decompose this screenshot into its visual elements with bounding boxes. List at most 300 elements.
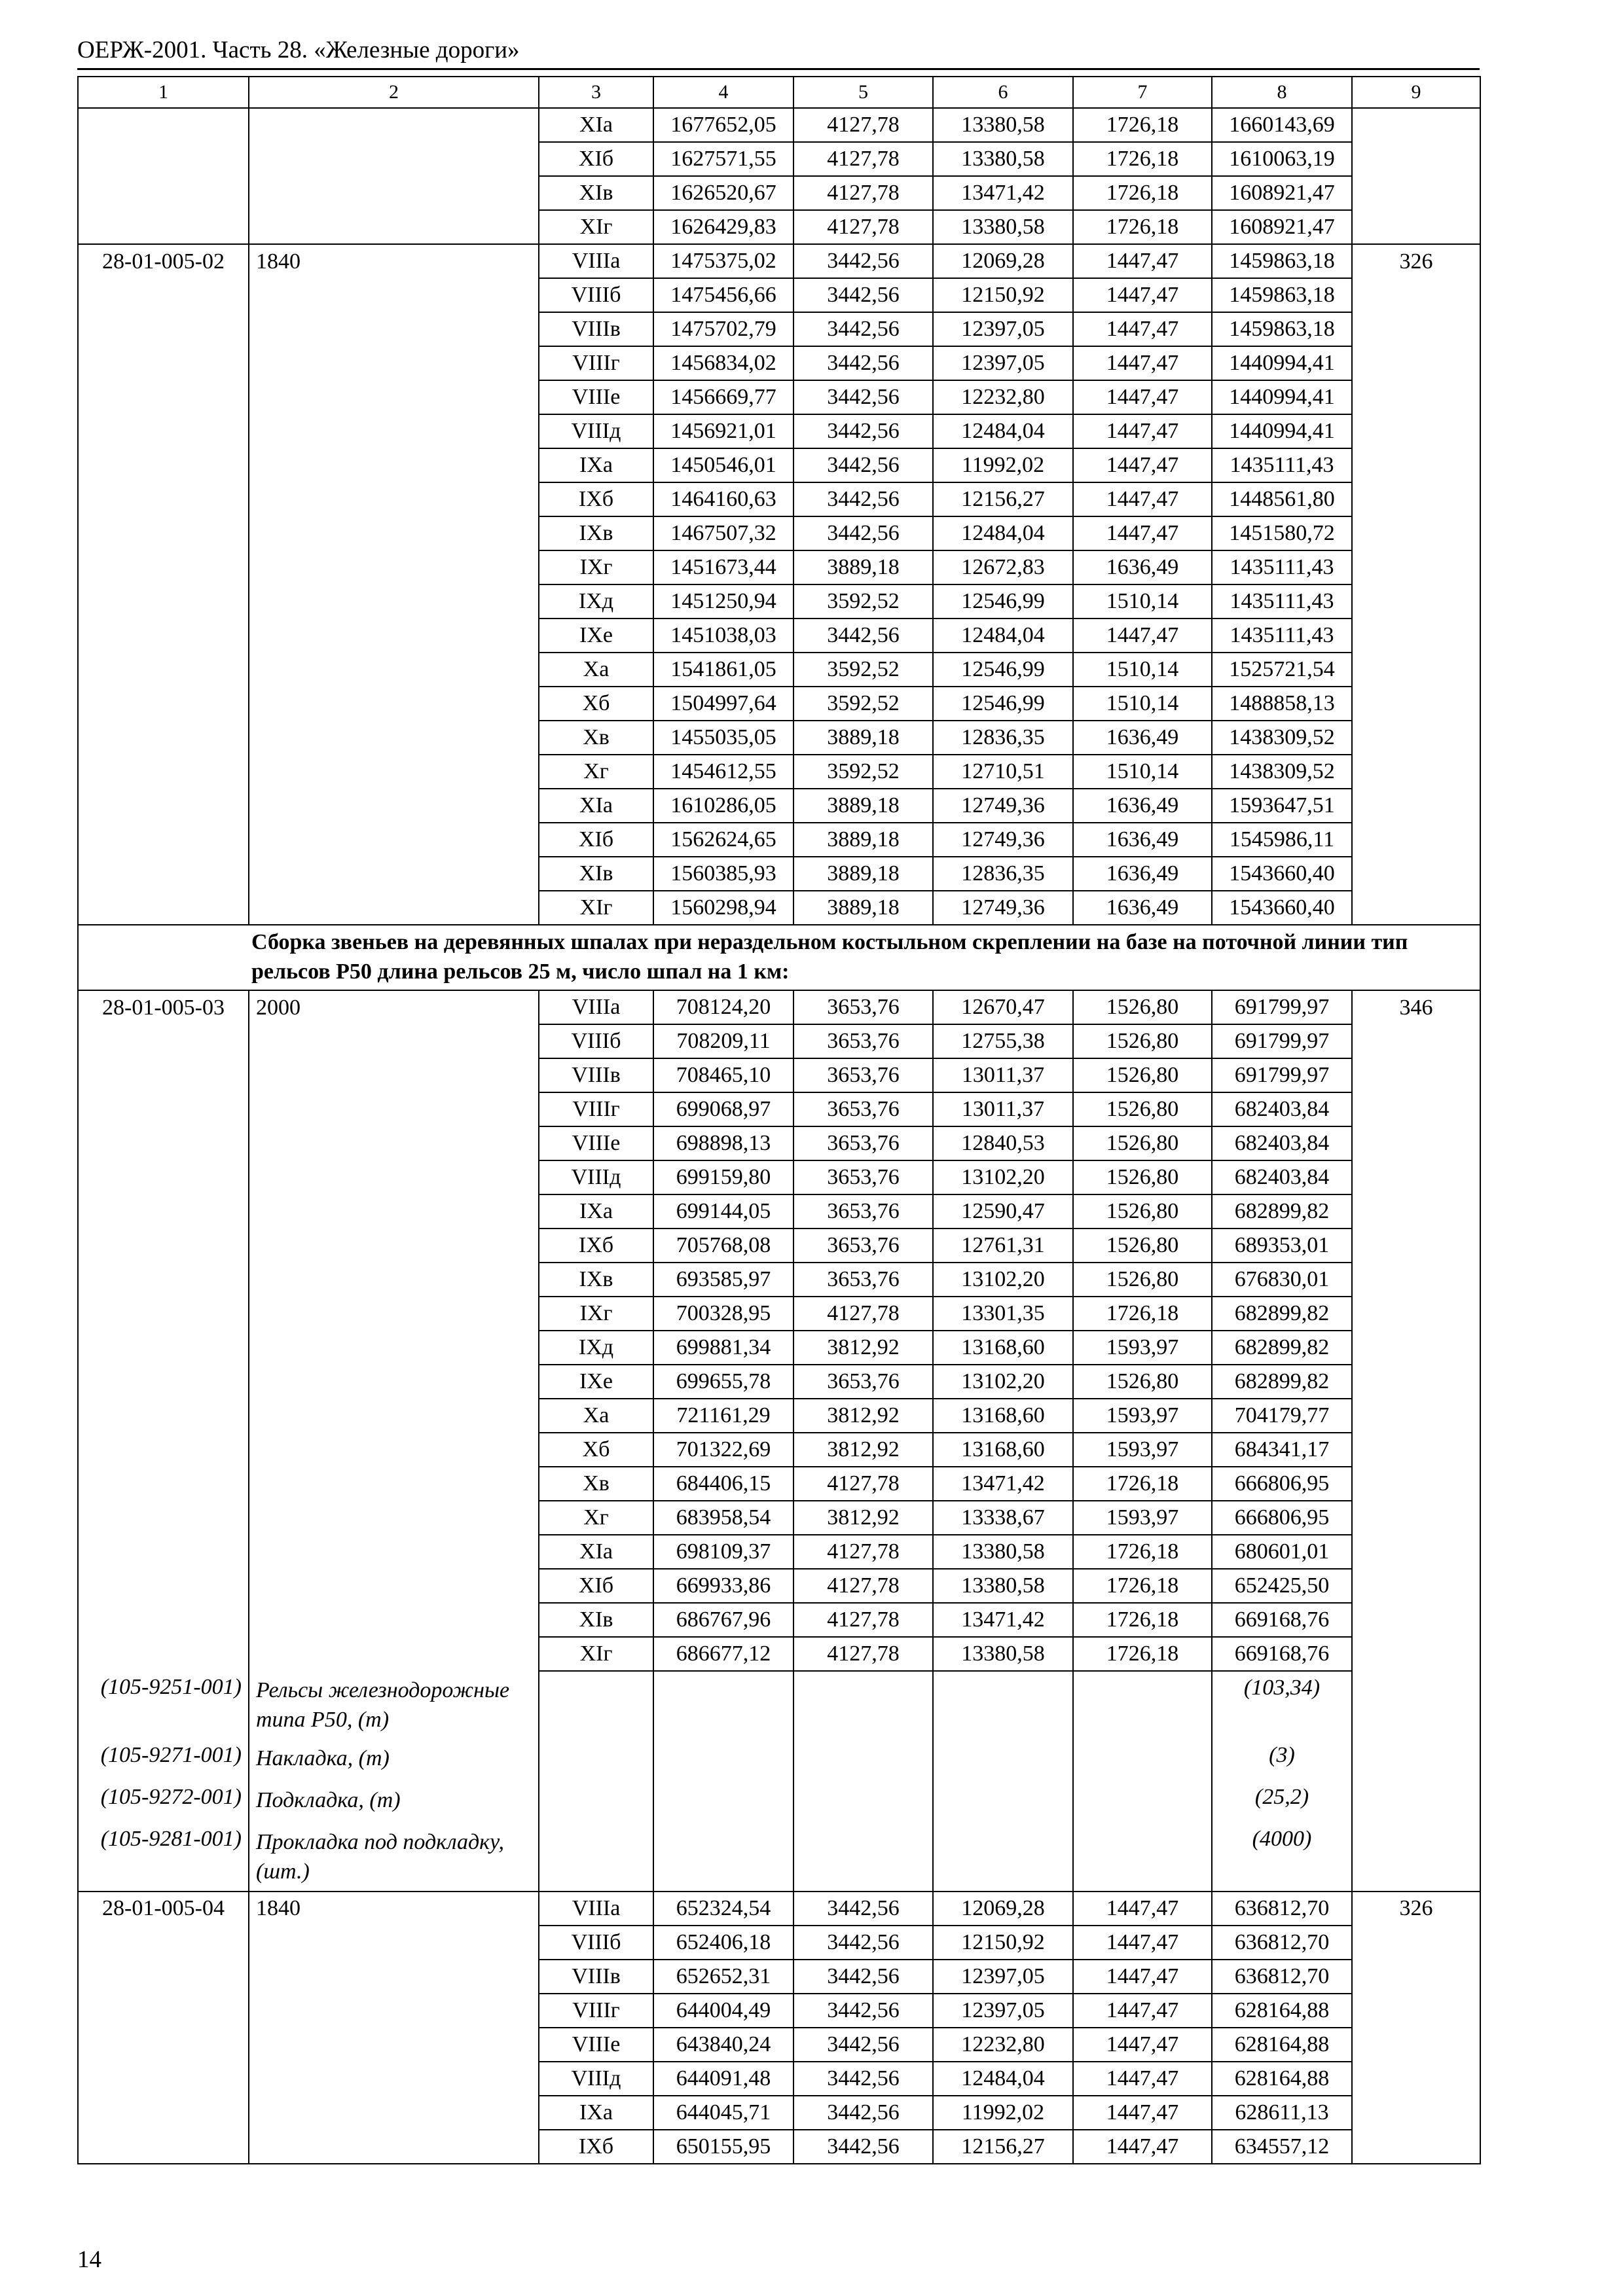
empty-cell xyxy=(78,653,249,687)
wages: 3812,92 xyxy=(793,1501,933,1535)
direct-costs: 644004,49 xyxy=(653,1994,793,2028)
rate-name: 2000 xyxy=(249,990,539,1024)
machines: 12069,28 xyxy=(933,1892,1073,1926)
materials: 628164,88 xyxy=(1212,1994,1352,2028)
materials: 684341,17 xyxy=(1212,1433,1352,1467)
machines: 12546,99 xyxy=(933,687,1073,721)
table-row xyxy=(78,1467,1480,1501)
table-row xyxy=(78,755,1480,789)
empty-cell xyxy=(249,1960,539,1994)
materials: 636812,70 xyxy=(1212,1926,1352,1960)
code-zone: VIIIе xyxy=(539,2028,653,2062)
code-zone: VIIIб xyxy=(539,1926,653,1960)
empty-cell xyxy=(1352,346,1480,380)
table-row xyxy=(78,823,1480,857)
empty-cell xyxy=(78,687,249,721)
table-row xyxy=(78,1058,1480,1092)
table-row xyxy=(78,380,1480,414)
empty-cell xyxy=(78,346,249,380)
empty-cell xyxy=(249,346,539,380)
empty-cell xyxy=(1352,1671,1480,1739)
materials: 669168,76 xyxy=(1212,1637,1352,1671)
empty-cell xyxy=(78,482,249,516)
empty-cell xyxy=(653,1823,793,1892)
empty-cell xyxy=(1073,1781,1212,1823)
table-row xyxy=(78,1024,1480,1058)
machinist-wages: 1636,49 xyxy=(1073,891,1212,925)
empty-cell xyxy=(1352,210,1480,244)
materials: 682899,82 xyxy=(1212,1297,1352,1331)
materials: 1608921,47 xyxy=(1212,210,1352,244)
machines: 13471,42 xyxy=(933,176,1073,210)
empty-cell xyxy=(1352,1781,1480,1823)
empty-cell xyxy=(1352,2062,1480,2096)
resource-code: (105-9271-001) xyxy=(78,1739,249,1781)
direct-costs: 686677,12 xyxy=(653,1637,793,1671)
empty-cell xyxy=(249,857,539,891)
table-row xyxy=(78,1535,1480,1569)
direct-costs: 1467507,32 xyxy=(653,516,793,550)
code-zone: XIв xyxy=(539,176,653,210)
machines: 12397,05 xyxy=(933,346,1073,380)
machinist-wages: 1726,18 xyxy=(1073,108,1212,142)
empty-cell xyxy=(1352,142,1480,176)
machinist-wages: 1726,18 xyxy=(1073,1535,1212,1569)
empty-cell xyxy=(249,312,539,346)
direct-costs: 1475702,79 xyxy=(653,312,793,346)
empty-cell xyxy=(249,687,539,721)
table-row xyxy=(78,448,1480,482)
wages: 3442,56 xyxy=(793,482,933,516)
table-row xyxy=(78,857,1480,891)
machinist-wages: 1593,97 xyxy=(1073,1331,1212,1365)
empty-cell xyxy=(78,2062,249,2096)
machinist-wages: 1447,47 xyxy=(1073,244,1212,278)
machinist-wages: 1726,18 xyxy=(1073,210,1212,244)
materials: 1451580,72 xyxy=(1212,516,1352,550)
empty-cell xyxy=(1352,789,1480,823)
machinist-wages: 1726,18 xyxy=(1073,1297,1212,1331)
empty-cell xyxy=(1352,1399,1480,1433)
code-zone: XIв xyxy=(539,857,653,891)
empty-cell xyxy=(78,1603,249,1637)
machinist-wages: 1726,18 xyxy=(1073,1467,1212,1501)
empty-cell xyxy=(249,278,539,312)
code-zone: VIIIв xyxy=(539,312,653,346)
wages: 4127,78 xyxy=(793,1569,933,1603)
empty-cell xyxy=(249,1160,539,1194)
empty-cell xyxy=(1352,1126,1480,1160)
table-row xyxy=(78,1297,1480,1331)
rate-name: 1840 xyxy=(249,1892,539,1926)
empty-cell xyxy=(249,1467,539,1501)
code-zone: XIб xyxy=(539,823,653,857)
direct-costs: 1560298,94 xyxy=(653,891,793,925)
resource-code: (105-9281-001) xyxy=(78,1823,249,1892)
rate-code: 28-01-005-03 xyxy=(78,990,249,1024)
machines: 12710,51 xyxy=(933,755,1073,789)
direct-costs: 686767,96 xyxy=(653,1603,793,1637)
table-row xyxy=(78,414,1480,448)
empty-cell xyxy=(1352,2028,1480,2062)
page-header: ОЕРЖ-2001. Часть 28. «Железные дороги» xyxy=(77,37,520,63)
materials: 689353,01 xyxy=(1212,1229,1352,1263)
table-row xyxy=(78,1433,1480,1467)
machines: 12232,80 xyxy=(933,2028,1073,2062)
empty-cell xyxy=(933,1781,1073,1823)
materials: 628164,88 xyxy=(1212,2028,1352,2062)
table-row xyxy=(78,619,1480,653)
materials: 691799,97 xyxy=(1212,1058,1352,1092)
empty-cell xyxy=(78,278,249,312)
table-row xyxy=(78,244,1480,278)
machines: 12761,31 xyxy=(933,1229,1073,1263)
empty-cell xyxy=(933,1739,1073,1781)
materials: 1440994,41 xyxy=(1212,346,1352,380)
direct-costs: 699159,80 xyxy=(653,1160,793,1194)
machinist-wages: 1447,47 xyxy=(1073,1960,1212,1994)
direct-costs: 643840,24 xyxy=(653,2028,793,2062)
resource-name: Прокладка под подкладку, (шт.) xyxy=(249,1823,539,1892)
empty-cell xyxy=(78,1994,249,2028)
table-row xyxy=(78,1637,1480,1671)
wages: 3442,56 xyxy=(793,516,933,550)
machines: 13102,20 xyxy=(933,1160,1073,1194)
empty-cell xyxy=(1352,1297,1480,1331)
table-row xyxy=(78,2028,1480,2062)
direct-costs: 698898,13 xyxy=(653,1126,793,1160)
code-zone: Xа xyxy=(539,653,653,687)
materials: 1660143,69 xyxy=(1212,108,1352,142)
wages: 3653,76 xyxy=(793,1263,933,1297)
empty-cell xyxy=(1352,1229,1480,1263)
empty-cell xyxy=(78,1433,249,1467)
machinist-wages: 1726,18 xyxy=(1073,176,1212,210)
empty-cell xyxy=(78,891,249,925)
machinist-wages: 1593,97 xyxy=(1073,1399,1212,1433)
empty-cell xyxy=(78,2096,249,2130)
code-zone: IXв xyxy=(539,516,653,550)
wages: 3442,56 xyxy=(793,1926,933,1960)
materials: 1488858,13 xyxy=(1212,687,1352,721)
wages: 3442,56 xyxy=(793,244,933,278)
empty-cell xyxy=(78,1365,249,1399)
empty-cell xyxy=(78,1263,249,1297)
wages: 3653,76 xyxy=(793,1024,933,1058)
empty-cell xyxy=(1352,414,1480,448)
empty-cell xyxy=(1352,1092,1480,1126)
section-title-row xyxy=(78,925,1480,990)
table-row xyxy=(78,1569,1480,1603)
table-row xyxy=(78,142,1480,176)
code-zone: IXа xyxy=(539,448,653,482)
empty-cell xyxy=(78,584,249,619)
machines: 13380,58 xyxy=(933,1569,1073,1603)
materials: 680601,01 xyxy=(1212,1535,1352,1569)
empty-cell xyxy=(78,857,249,891)
direct-costs: 684406,15 xyxy=(653,1467,793,1501)
materials: 666806,95 xyxy=(1212,1467,1352,1501)
machinist-wages: 1726,18 xyxy=(1073,1637,1212,1671)
machines: 12156,27 xyxy=(933,482,1073,516)
table-row xyxy=(78,1092,1480,1126)
empty-cell xyxy=(249,2062,539,2096)
machinist-wages: 1526,80 xyxy=(1073,990,1212,1024)
direct-costs: 1454612,55 xyxy=(653,755,793,789)
machinist-wages: 1447,47 xyxy=(1073,1892,1212,1926)
code-zone: XIа xyxy=(539,789,653,823)
column-number: 1 xyxy=(78,77,249,108)
materials: 636812,70 xyxy=(1212,1960,1352,1994)
machinist-wages: 1447,47 xyxy=(1073,482,1212,516)
wages: 3653,76 xyxy=(793,1194,933,1229)
materials: 1459863,18 xyxy=(1212,278,1352,312)
empty-cell xyxy=(1352,482,1480,516)
direct-costs: 1541861,05 xyxy=(653,653,793,687)
empty-cell xyxy=(1352,1823,1480,1892)
machinist-wages: 1447,47 xyxy=(1073,1994,1212,2028)
machines: 12749,36 xyxy=(933,823,1073,857)
materials: 1459863,18 xyxy=(1212,244,1352,278)
machinist-wages: 1447,47 xyxy=(1073,278,1212,312)
machines: 12484,04 xyxy=(933,414,1073,448)
wages: 3592,52 xyxy=(793,584,933,619)
direct-costs: 699881,34 xyxy=(653,1331,793,1365)
wages: 4127,78 xyxy=(793,210,933,244)
machinist-wages: 1526,80 xyxy=(1073,1194,1212,1229)
direct-costs: 1610286,05 xyxy=(653,789,793,823)
empty-cell xyxy=(1352,653,1480,687)
column-number: 2 xyxy=(249,77,539,108)
materials: 682403,84 xyxy=(1212,1160,1352,1194)
empty-cell xyxy=(249,448,539,482)
empty-cell xyxy=(78,1399,249,1433)
empty-cell xyxy=(78,2130,249,2164)
empty-cell xyxy=(78,2028,249,2062)
wages: 3442,56 xyxy=(793,448,933,482)
wages: 3592,52 xyxy=(793,755,933,789)
empty-cell xyxy=(793,1781,933,1823)
direct-costs: 1451673,44 xyxy=(653,550,793,584)
wages: 4127,78 xyxy=(793,1467,933,1501)
resource-quantity: (25,2) xyxy=(1212,1781,1352,1823)
rate-name: 1840 xyxy=(249,244,539,278)
empty-cell xyxy=(539,1823,653,1892)
wages: 3812,92 xyxy=(793,1399,933,1433)
resource-quantity: (4000) xyxy=(1212,1823,1352,1892)
machines: 13168,60 xyxy=(933,1331,1073,1365)
materials: 1438309,52 xyxy=(1212,755,1352,789)
table-row xyxy=(78,2062,1480,2096)
materials: 669168,76 xyxy=(1212,1603,1352,1637)
code-zone: VIIIг xyxy=(539,346,653,380)
materials: 652425,50 xyxy=(1212,1569,1352,1603)
empty-cell xyxy=(1352,1501,1480,1535)
table-row xyxy=(78,1126,1480,1160)
machinist-wages: 1447,47 xyxy=(1073,516,1212,550)
machinist-wages: 1526,80 xyxy=(1073,1024,1212,1058)
column-number: 3 xyxy=(539,77,653,108)
empty-cell xyxy=(78,1331,249,1365)
machinist-wages: 1526,80 xyxy=(1073,1263,1212,1297)
table-row xyxy=(78,1926,1480,1960)
materials: 1610063,19 xyxy=(1212,142,1352,176)
empty-cell xyxy=(1352,755,1480,789)
empty-cell xyxy=(78,1501,249,1535)
direct-costs: 1627571,55 xyxy=(653,142,793,176)
table-row xyxy=(78,653,1480,687)
machines: 12670,47 xyxy=(933,990,1073,1024)
direct-costs: 1456834,02 xyxy=(653,346,793,380)
empty-cell xyxy=(78,721,249,755)
direct-costs: 1504997,64 xyxy=(653,687,793,721)
code-zone: IXг xyxy=(539,1297,653,1331)
empty-cell xyxy=(249,653,539,687)
resource-row xyxy=(78,1671,1480,1739)
wages: 3442,56 xyxy=(793,1960,933,1994)
empty-cell xyxy=(78,414,249,448)
empty-cell xyxy=(78,1637,249,1671)
code-zone: IXб xyxy=(539,482,653,516)
table-row xyxy=(78,1194,1480,1229)
empty-cell xyxy=(78,142,249,176)
direct-costs: 1455035,05 xyxy=(653,721,793,755)
direct-costs: 1456921,01 xyxy=(653,414,793,448)
empty-cell xyxy=(249,482,539,516)
empty-cell xyxy=(1352,1365,1480,1399)
empty-cell xyxy=(1352,1024,1480,1058)
machines: 13168,60 xyxy=(933,1399,1073,1433)
code-zone: VIIIд xyxy=(539,414,653,448)
code-zone: VIIIг xyxy=(539,1994,653,2028)
materials: 682899,82 xyxy=(1212,1331,1352,1365)
empty-cell xyxy=(78,448,249,482)
table-row xyxy=(78,1365,1480,1399)
code-zone: IXа xyxy=(539,1194,653,1229)
machinist-wages: 1526,80 xyxy=(1073,1365,1212,1399)
wages: 3442,56 xyxy=(793,380,933,414)
resource-code: (105-9272-001) xyxy=(78,1781,249,1823)
direct-costs: 1451250,94 xyxy=(653,584,793,619)
resource-name: Рельсы железнодорожные типа Р50, (т) xyxy=(249,1671,539,1739)
empty-cell xyxy=(1352,1603,1480,1637)
empty-cell xyxy=(78,1535,249,1569)
machinist-wages: 1526,80 xyxy=(1073,1160,1212,1194)
empty-cell xyxy=(1352,1926,1480,1960)
machines: 12397,05 xyxy=(933,1994,1073,2028)
machines: 13102,20 xyxy=(933,1365,1073,1399)
empty-cell xyxy=(1352,1535,1480,1569)
direct-costs: 1464160,63 xyxy=(653,482,793,516)
empty-cell xyxy=(1352,312,1480,346)
direct-costs: 644091,48 xyxy=(653,2062,793,2096)
empty-cell xyxy=(1352,380,1480,414)
wages: 3442,56 xyxy=(793,1892,933,1926)
wages: 4127,78 xyxy=(793,142,933,176)
wages: 3653,76 xyxy=(793,1160,933,1194)
empty-cell xyxy=(1352,1637,1480,1671)
machines: 11992,02 xyxy=(933,448,1073,482)
wages: 3442,56 xyxy=(793,2130,933,2164)
code-zone: XIб xyxy=(539,142,653,176)
code-zone: Xг xyxy=(539,755,653,789)
code-zone: Xв xyxy=(539,721,653,755)
table-row xyxy=(78,721,1480,755)
machines: 13102,20 xyxy=(933,1263,1073,1297)
materials: 1608921,47 xyxy=(1212,176,1352,210)
empty-cell xyxy=(249,1229,539,1263)
labor-cost: 346 xyxy=(1352,990,1480,1024)
empty-cell xyxy=(793,1671,933,1739)
direct-costs: 700328,95 xyxy=(653,1297,793,1331)
empty-cell xyxy=(1352,278,1480,312)
direct-costs: 652652,31 xyxy=(653,1960,793,1994)
code-zone: XIа xyxy=(539,1535,653,1569)
table-row xyxy=(78,687,1480,721)
empty-cell xyxy=(78,1569,249,1603)
empty-cell xyxy=(793,1823,933,1892)
direct-costs: 669933,86 xyxy=(653,1569,793,1603)
machinist-wages: 1510,14 xyxy=(1073,584,1212,619)
empty-cell xyxy=(249,2028,539,2062)
table-row xyxy=(78,1331,1480,1365)
code-zone: IXд xyxy=(539,1331,653,1365)
empty-cell xyxy=(249,1926,539,1960)
wages: 3653,76 xyxy=(793,990,933,1024)
direct-costs: 1626520,67 xyxy=(653,176,793,210)
wages: 3889,18 xyxy=(793,550,933,584)
wages: 3442,56 xyxy=(793,414,933,448)
table-row xyxy=(78,1501,1480,1535)
empty-cell xyxy=(78,1467,249,1501)
machines: 12749,36 xyxy=(933,891,1073,925)
empty-cell xyxy=(78,1960,249,1994)
machinist-wages: 1526,80 xyxy=(1073,1092,1212,1126)
table-row xyxy=(78,891,1480,925)
empty-cell xyxy=(1352,516,1480,550)
empty-cell xyxy=(78,1058,249,1092)
resource-name: Подкладка, (т) xyxy=(249,1781,539,1823)
materials: 1593647,51 xyxy=(1212,789,1352,823)
resource-row xyxy=(78,1781,1480,1823)
code-zone: VIIIв xyxy=(539,1960,653,1994)
code-zone: Xа xyxy=(539,1399,653,1433)
materials: 628611,13 xyxy=(1212,2096,1352,2130)
code-zone: IXа xyxy=(539,2096,653,2130)
table-row xyxy=(78,1960,1480,1994)
wages: 3442,56 xyxy=(793,346,933,380)
empty-cell xyxy=(1073,1739,1212,1781)
machines: 12755,38 xyxy=(933,1024,1073,1058)
materials: 1448561,80 xyxy=(1212,482,1352,516)
empty-cell xyxy=(249,789,539,823)
empty-cell xyxy=(1352,1994,1480,2028)
table-row xyxy=(78,346,1480,380)
table-row xyxy=(78,278,1480,312)
empty-cell xyxy=(539,1739,653,1781)
table-row xyxy=(78,550,1480,584)
resource-quantity: (103,34) xyxy=(1212,1671,1352,1739)
machines: 12484,04 xyxy=(933,2062,1073,2096)
machinist-wages: 1447,47 xyxy=(1073,2130,1212,2164)
empty-cell xyxy=(78,380,249,414)
empty-cell xyxy=(1352,1160,1480,1194)
column-number: 5 xyxy=(793,77,933,108)
code-zone: XIг xyxy=(539,891,653,925)
code-zone: VIIIе xyxy=(539,380,653,414)
code-zone: VIIIа xyxy=(539,990,653,1024)
wages: 4127,78 xyxy=(793,108,933,142)
